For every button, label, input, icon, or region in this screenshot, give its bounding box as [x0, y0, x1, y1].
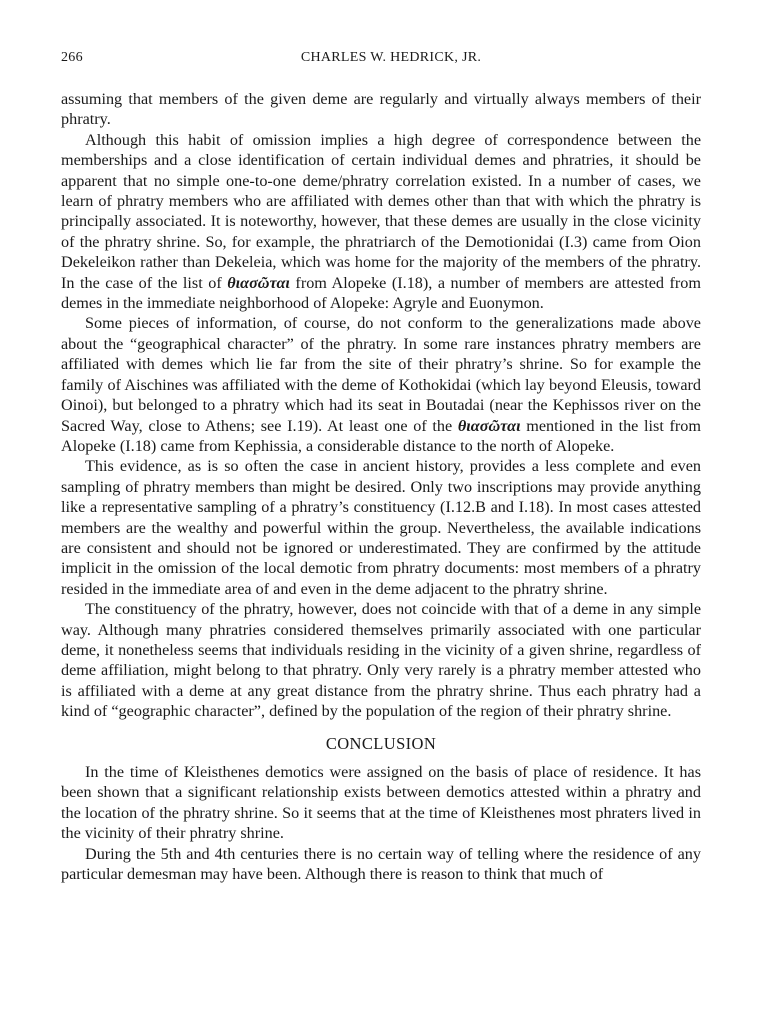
paragraph-text: from Alopeke (I.18), a number of members are attested from demes in the immediate neighborhood of Alopeke: Agryle and Euonymon.: [61, 273, 701, 313]
paragraph-constituency: The constituency of the phratry, however, does not coincide with that of a deme in any simple way. Although many phratries considered themselves primarily associated with one particular deme, it nonetheless seems that individuals residing in the vicinity of a given shrine, regardless of deme affiliation, might belong to that phratry. Only very rarely is a phratry member attested who is affiliated with a deme at any great distance from the phratry shrine. Thus each phratry had a kind of “geographic character”, defined by the population of the region of their phratry shrine.: [61, 600, 701, 721]
section-heading: CONCLUSION: [325, 733, 437, 753]
paragraph-omission-correspondence: [61, 130, 701, 314]
paragraph-text: Some pieces of information, of course, do not conform to the generalizations made above about the “geographical character” of the phratry. In some rare instances phratry members are affiliated with demes which lie far from the site of their phratry’s shrine. So for example the family of Aischines was affiliated with the deme of Kothokidai (which lay beyond Eleusis, toward Oinoi), but belonged to a phratry which had its seat in Boutadai (near the Kephissos river on the Sacred Way, close to Athens; see I.19). At least one of the: [61, 314, 701, 435]
paragraph-exceptions: [61, 313, 701, 456]
paragraph-conclusion: In the time of Kleisthenes demotics were assigned on the basis of place of residence. It has been shown that a significant relationship exists between demotics attested within a phratry and the location of the phratry shrine. So it seems that at the time of Kleisthenes most phraters lived in the vicinity of their phratry shrine.: [61, 763, 701, 843]
paragraph-continued: assuming that members of the given deme are regularly and virtually always members of their phratry.: [61, 90, 701, 129]
page-number: 266: [61, 50, 83, 65]
book-page: [61, 50, 701, 884]
body-text: [61, 89, 701, 884]
running-title: CHARLES W. HEDRICK, JR.: [300, 50, 482, 65]
paragraph-residence: During the 5th and 4th centuries there is no certain way of telling where the residence of any particular demesman may have been. Although there is reason to think that much of: [61, 844, 701, 884]
paragraph-text: Although this habit of omission implies a high degree of correspondence between the memberships and a close identification of certain individual demes and phratries, it should be apparent that no simple one-to-one deme/phratry correlation existed. In a number of cases, we learn of phratry members who are affiliated with demes other than that with which the phratry is principally associated. It is noteworthy, however, that these demes are usually in the close vicinity of the phratry shrine. So, for example, the phratriarch of the Demotionidai (I.3) came from Oion Dekeleikon rather than Dekeleia, which was home for the majority of the members of the phratry. In the case of the list of: [61, 130, 701, 292]
paragraph-text: mentioned in the list from Alopeke (I.18) came from Kephissia, a considerable distance to the north of Alopeke.: [61, 416, 701, 455]
paragraph-evidence: This evidence, as is so often the case in ancient history, provides a less complete and even sampling of phratry members than might be desired. Only two inscriptions may provide anything like a representative sampling of a phratry’s constituency (I.12.B and I.18). In most cases attested members are the wealthy and powerful within the group. Nevertheless, the available indications are consistent and should not be ignored or underestimated. They are confirmed by the attitude implicit in the omission of the local demotic from phratry documents: most members of a phratry resided in the immediate area of and even in the deme adjacent to the phratry shrine.: [61, 457, 701, 598]
greek-term: θιασῶται: [227, 273, 290, 292]
greek-term: θιασῶται: [457, 416, 521, 435]
running-head: [61, 50, 701, 74]
